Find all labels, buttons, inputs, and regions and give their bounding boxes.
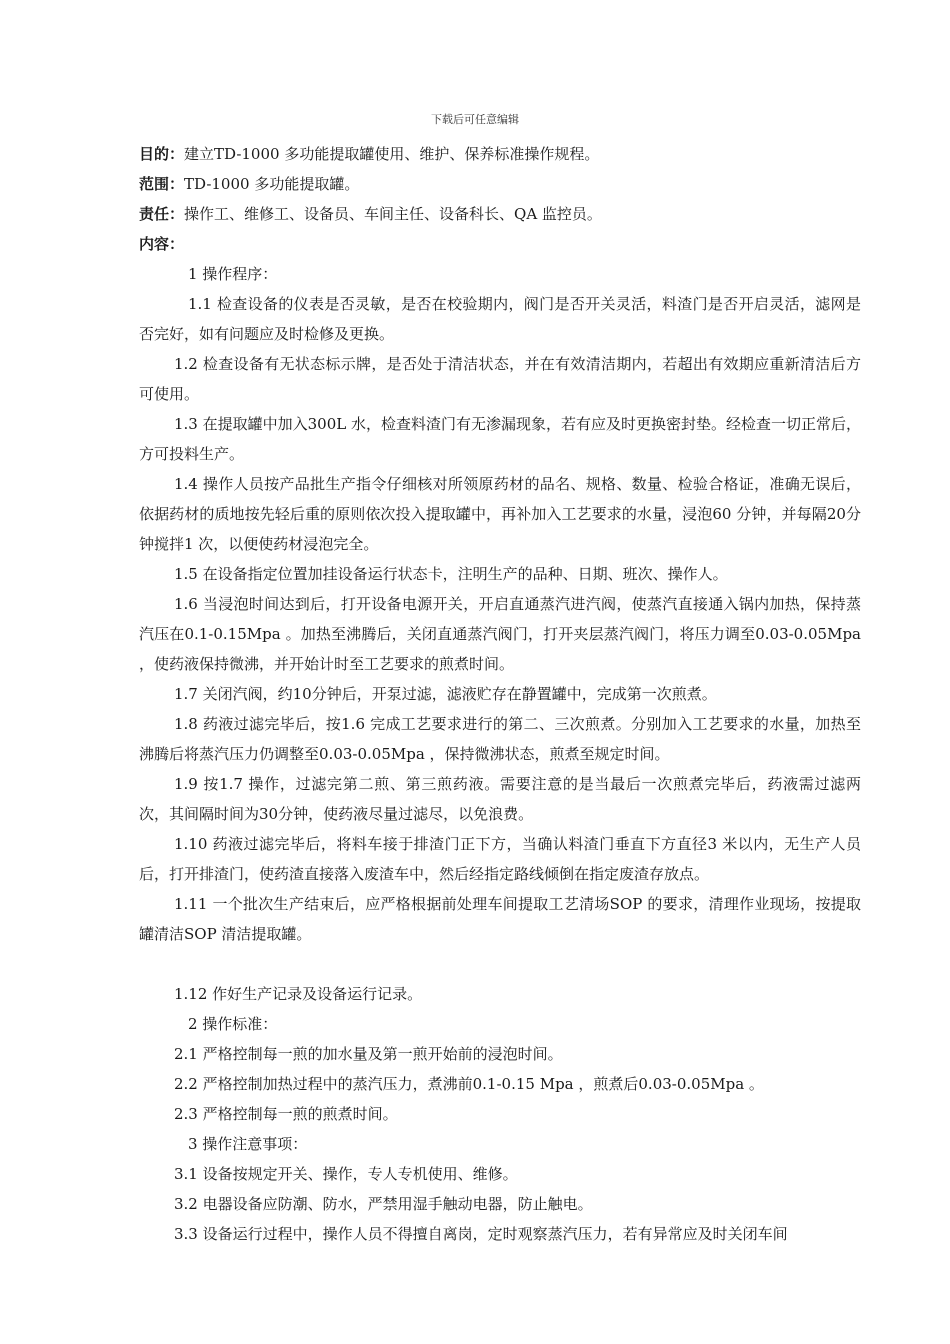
content-label: 内容： [139, 235, 185, 253]
item-1-6: 1.6 当浸泡时间达到后，打开设备电源开关，开启直通蒸汽进汽阀，使蒸汽直接通入锅内加热，保持蒸汽压在0.1-0.15Mpa 。加热至沸腾后，关闭直通蒸汽阀门，打开夹层蒸汽阀门，将压力调至0.03-0.05Mpa ，使药液保持微沸，并开始计时至工艺要求的煎煮时间。 [139, 595, 861, 673]
item-1-2: 1.2 检查设备有无状态标示牌，是否处于清洁状态，并在有效清洁期内，若超出有效期应重新清洁后方可使用。 [139, 355, 861, 403]
item-1-3: 1.3 在提取罐中加入300L 水，检查料渣门有无渗漏现象，若有应及时更换密封垫。经检查一切正常后，方可投料生产。 [139, 415, 861, 463]
item-1-12: 1.12 作好生产记录及设备运行记录。 [174, 985, 423, 1003]
section-1-heading: 1 操作程序： [188, 265, 278, 283]
item-1-5: 1.5 在设备指定位置加挂设备运行状态卡，注明生产的品种、日期、班次、操作人。 [174, 565, 728, 583]
section-2-heading: 2 操作标准： [188, 1015, 278, 1033]
header-note: 下载后可任意编辑 [431, 113, 519, 126]
item-2-3: 2.3 严格控制每一煎的煎煮时间。 [174, 1105, 398, 1123]
responsibility-text: 操作工、维修工、设备员、车间主任、设备科长、QA 监控员。 [184, 205, 602, 223]
scope-line [139, 169, 861, 199]
item-3-3: 3.3 设备运行过程中，操作人员不得擅自离岗，定时观察蒸汽压力，若有异常应及时关闭车间 [174, 1225, 788, 1243]
item-2-2: 2.2 严格控制加热过程中的蒸汽压力，煮沸前0.1-0.15 Mpa ，煎煮后0.03-0.05Mpa 。 [174, 1075, 764, 1093]
item-1-11: 1.11 一个批次生产结束后，应严格根据前处理车间提取工艺清场SOP 的要求，清理作业现场，按提取罐清洁SOP 清洁提取罐。 [139, 895, 861, 943]
item-1-10: 1.10 药液过滤完毕后，将料车接于排渣门正下方，当确认料渣门垂直下方直径3 米以内，无生产人员后，打开排渣门，使药渣直接落入废渣车中，然后经指定路线倾倒在指定废渣存放点。 [139, 835, 861, 883]
purpose-text: 建立TD-1000 多功能提取罐使用、维护、保养标准操作规程。 [184, 145, 600, 163]
item-1-9: 1.9 按1.7 操作，过滤完第二煎、第三煎药液。需要注意的是当最后一次煎煮完毕后，药液需过滤两次，其间隔时间为30分钟，使药液尽量过滤尽，以免浪费。 [139, 775, 861, 823]
item-2-1: 2.1 严格控制每一煎的加水量及第一煎开始前的浸泡时间。 [174, 1045, 563, 1063]
item-3-2: 3.2 电器设备应防潮、防水，严禁用湿手触动电器，防止触电。 [174, 1195, 593, 1213]
content-line [139, 229, 861, 259]
item-1-8: 1.8 药液过滤完毕后，按1.6 完成工艺要求进行的第二、三次煎煮。分别加入工艺要求的水量，加热至沸腾后将蒸汽压力仍调整至0.03-0.05Mpa ，保持微沸状态，煎煮至规定时间。 [139, 715, 861, 763]
document-body [139, 139, 861, 1249]
item-1-1: 1.1 检查设备的仪表是否灵敏，是否在校验期内，阀门是否开关灵活，料渣门是否开启灵活，滤网是否完好，如有问题应及时检修及更换。 [139, 295, 861, 343]
section-3-heading: 3 操作注意事项： [188, 1135, 308, 1153]
purpose-line [139, 139, 861, 169]
item-1-4: 1.4 操作人员按产品批生产指令仔细核对所领原药材的品名、规格、数量、检验合格证，准确无误后，依据药材的质地按先轻后重的原则依次投入提取罐中，再补加入工艺要求的水量，浸泡60 分钟，并每隔20分钟搅拌1 次，以便使药材浸泡完全。 [139, 475, 861, 553]
scope-text: TD-1000 多功能提取罐。 [184, 175, 360, 193]
item-1-7: 1.7 关闭汽阀，约10分钟后，开泵过滤，滤液贮存在静置罐中，完成第一次煎煮。 [174, 685, 717, 703]
responsibility-line [139, 199, 861, 229]
responsibility-label: 责任： [139, 205, 185, 223]
purpose-label: 目的： [139, 145, 185, 163]
item-3-1: 3.1 设备按规定开关、操作，专人专机使用、维修。 [174, 1165, 518, 1183]
blank-spacer [139, 949, 861, 979]
scope-label: 范围： [139, 175, 185, 193]
